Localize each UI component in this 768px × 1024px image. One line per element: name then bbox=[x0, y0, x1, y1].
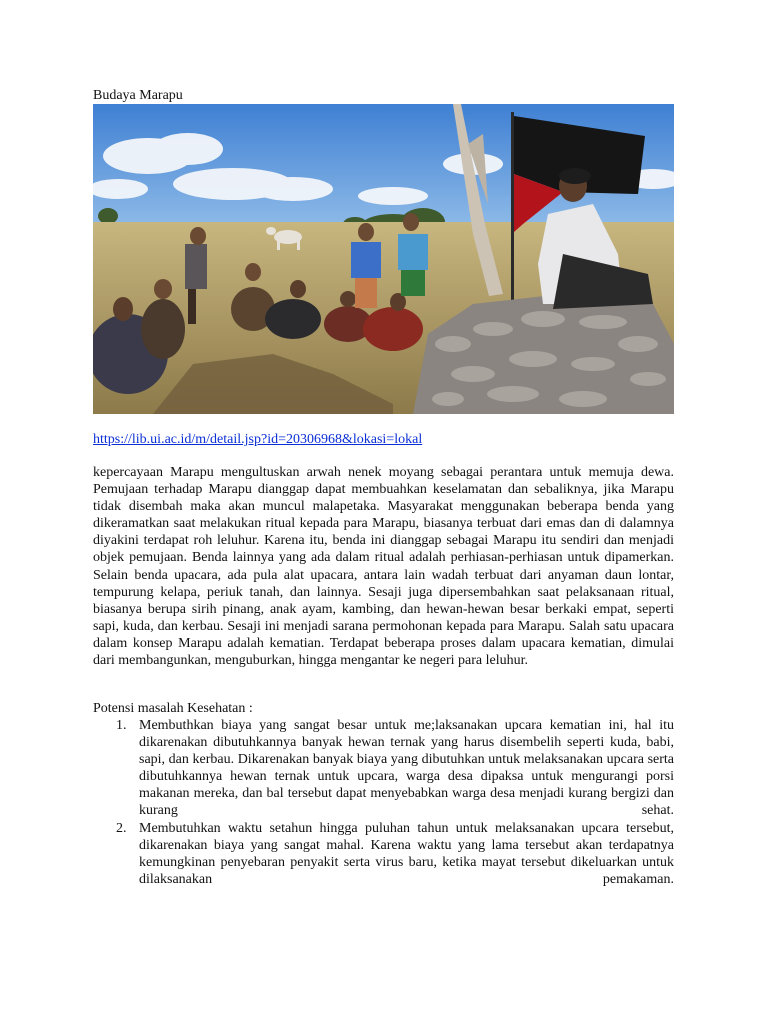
section-heading: Potensi masalah Kesehatan : bbox=[93, 701, 253, 716]
health-problem-list bbox=[93, 717, 674, 888]
list-item-number: 2. bbox=[116, 820, 127, 836]
ritual-photo bbox=[93, 104, 674, 414]
ritual-photo-illustration bbox=[93, 104, 674, 414]
body-paragraph: kepercayaan Marapu mengultuskan arwah nenek moyang sebagai perantara untuk memuja dewa. Pemujaan terhadap Marapu dianggap dapat membuahkan keselamatan dan sebaliknya, jika Marapu tidak disembah maka akan muncul malapetaka. Masyarakat menggunakan beberapa benda yang dikeramatkan saat melakukan ritual kepada para Marapu, biasanya terbuat dari emas dan di dalamnya diyakini terdapat roh leluhur. Karena itu, benda ini dianggap sebagai Marapu itu sendiri dan menjadi objek pemujaan. Benda lainnya yang ada dalam ritual adalah perhiasan-perhiasan untuk dipamerkan. Selain benda upacara, ada pula alat upacara, antara lain wadah terbuat dari anyaman daun lontar, tempurung kelapa, periuk tanah, dan lainnya. Sesaji juga dipersembahkan saat pelaksanaan ritual, biasanya berupa sirih pinang, anak ayam, kambing, dan hewan-hewan besar berkaki empat, seperti sapi, kuda, dan kerbau. Sesaji ini menjadi sarana permohonan kepada para Marapu. Salah satu upacara dalam konsep Marapu adalah kematian. Terdapat beberapa proses dalam upacara kematian, dimulai dari membangunkan, menguburkan, hingga mengantar ke negeri para leluhur. bbox=[93, 465, 674, 669]
list-item-number: 1. bbox=[116, 718, 127, 733]
source-link[interactable]: https://lib.ui.ac.id/m/detail.jsp?id=20306968&lokasi=lokal bbox=[93, 432, 423, 447]
list-item bbox=[93, 717, 674, 820]
list-item bbox=[93, 820, 674, 888]
document-title: Budaya Marapu bbox=[93, 88, 183, 103]
list-item-text: Membutuhkan waktu setahun hingga puluhan tahun untuk melaksanakan upcara tersebut, dikarenakan biaya yang sangat mahal. Karena waktu yang lama tersebut akan terdapatnya kemungkinan penyebaran penyakit serta virus baru, ketika mayat tersebut dikeluarkan untuk dilaksanakan pemakaman. bbox=[139, 820, 674, 887]
list-item-text: Membuthkan biaya yang sangat besar untuk me;laksanakan upcara kematian ini, hal itu dikarenakan dibutuhkannya banyak hewan ternak yang harus disembelih seperti kuda, babi, sapi, dan kerbau. Dikarenakan banyak biaya yang dibutuhkan untuk melaksanakan upcara serta dibutuhkannya hewan ternak untuk upcara, warga desa dipaksa untuk mengurangi porsi makanan mereka, dan bal tersebut dapat menyebabkan warga desa menjadi kurang bergizi dan kurang sehat. bbox=[139, 718, 674, 819]
flag-pole bbox=[511, 112, 514, 302]
